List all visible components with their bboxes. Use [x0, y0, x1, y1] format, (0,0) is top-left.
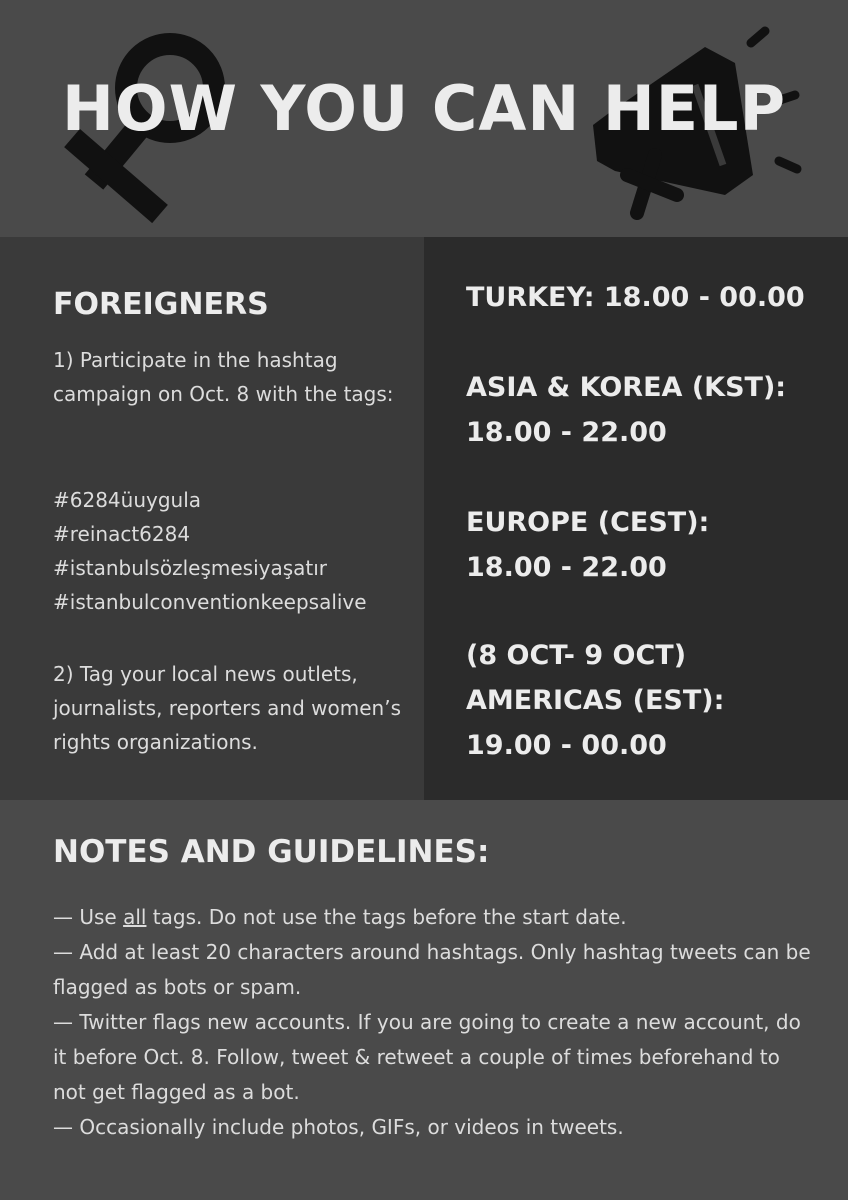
americas-label: AMERICAS (EST): [466, 685, 725, 716]
asia-time: 18.00 - 22.00 [466, 417, 667, 448]
europe-schedule [466, 500, 846, 590]
note-text: tags. Do not use the tags before the start date. [146, 905, 627, 929]
americas-schedule [466, 633, 846, 768]
note-item [53, 900, 813, 935]
note-item: — Add at least 20 characters around hashtags. Only hashtag tweets can be flagged as bots or spam. [53, 940, 811, 999]
note-emphasis: all [123, 905, 147, 929]
asia-schedule [466, 365, 846, 455]
hashtag-item: #reinact6284 [53, 522, 191, 546]
step-1-text: 1) Participate in the hashtag campaign on Oct. 8 with the tags: [53, 348, 394, 406]
turkey-schedule [466, 275, 846, 320]
note-item: — Twitter flags new accounts. If you are going to create a new account, do it before Oct. 8. Follow, tweet & retweet a couple of times beforehand to not get flagged as a bot. [53, 1010, 801, 1104]
turkey-time: TURKEY: 18.00 - 00.00 [466, 282, 805, 313]
europe-label: EUROPE (CEST): [466, 507, 710, 538]
step-2-text: 2) Tag your local news outlets, journalists, reporters and women’s rights organizations. [53, 662, 401, 754]
hashtag-list [53, 483, 413, 619]
notes-heading: NOTES AND GUIDELINES: [53, 834, 490, 870]
europe-time: 18.00 - 22.00 [466, 552, 667, 583]
hashtag-item: #istanbulconventionkeepsalive [53, 590, 367, 614]
page-title: HOW YOU CAN HELP [61, 72, 787, 145]
asia-label: ASIA & KOREA (KST): [466, 372, 787, 403]
notes-list [53, 900, 813, 1145]
header [0, 0, 848, 237]
schedule-panel [424, 237, 848, 800]
americas-time: 19.00 - 00.00 [466, 730, 667, 761]
notes-section [0, 800, 848, 1200]
main-section [0, 237, 848, 800]
foreigners-panel [0, 237, 424, 800]
hashtag-item: #6284üuygula [53, 488, 202, 512]
note-text: — Use [53, 905, 124, 929]
americas-dates: (8 OCT- 9 OCT) [466, 640, 687, 671]
note-item: — Occasionally include photos, GIFs, or videos in tweets. [53, 1115, 624, 1139]
foreigners-heading: FOREIGNERS [53, 287, 269, 322]
hashtag-item: #istanbulsözleşmesiyaşatır [53, 556, 328, 580]
